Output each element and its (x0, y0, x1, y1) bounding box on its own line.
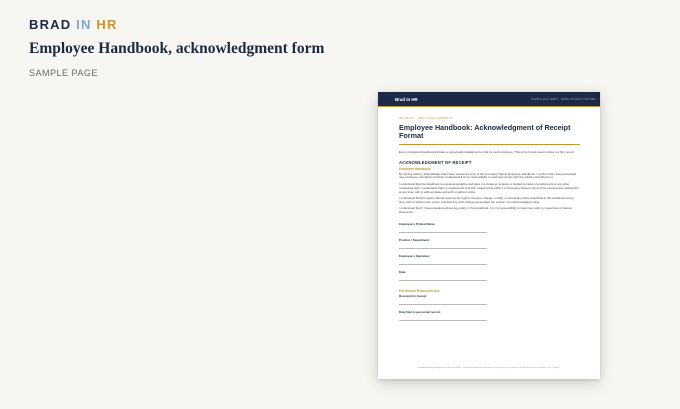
subsection-heading: Employee Handbook (399, 166, 431, 171)
field-label: Employee's Signature: (399, 254, 431, 259)
intro-paragraph: Every completed handbook includes a signed acknowledgment on file for each employee. This is the format used to show our firm record. (399, 149, 575, 154)
page-subtitle: SAMPLE PAGE (29, 68, 98, 78)
document-footer: Handbook Acknowledgment of Receipt Form · Sample template for illustration. Review by your counsel, advisor, and state law before use. | Page 1 (417, 367, 561, 369)
body-paragraph: I understand that the Handbook is a general guideline and does not create an express or implied contract of employment or any other contractual right. I understand that my employment is at will, meaning that either I or [Company Name] may end the employment relationship at any time, with or without cause and with or without notice. (399, 181, 579, 194)
brand-logo (29, 17, 118, 32)
hr-use-section (399, 289, 580, 321)
field-line (399, 248, 487, 249)
document-body (378, 107, 600, 321)
field-received-by (399, 294, 580, 305)
field-line (399, 280, 487, 281)
section-heading: ACKNOWLEDGMENT OF RECEIPT (399, 159, 472, 165)
document-logo: Brad In HR (395, 96, 418, 102)
document-header-tag: SAMPLE DOCUMENT · WORD PROJECT PREVIEW (531, 97, 596, 101)
field-line (399, 304, 487, 305)
document-header-bar (378, 92, 600, 107)
body-paragraph: I understand that if I have questions about any policy in the Handbook, it is my responsibility to raise them with my supervisor or Human Resources. (399, 206, 573, 214)
field-date-filed (399, 310, 580, 321)
field-label: Date filed in personnel record: (399, 310, 441, 315)
field-line (399, 232, 487, 233)
field-printed-name (399, 222, 580, 233)
brand-word-brad: BRAD (29, 17, 72, 32)
document-breadcrumb: HR READY · EMPLOYEE HANDBOOK (399, 117, 453, 120)
document-preview (378, 92, 600, 379)
field-label: Employee's Printed Name: (399, 221, 436, 226)
field-line (399, 320, 487, 321)
body-paragraph: I understand that [Company Name] reserves the right to interpret, change, modify, or cancel any policy described in this Handbook at any time, with or without prior notice, and that any such change supersedes the version I am acknowledging today. (399, 195, 575, 204)
field-label: Date: (399, 270, 407, 275)
page-title: Employee Handbook, acknowledgment form (29, 40, 325, 57)
brand-word-hr: HR (96, 17, 118, 32)
signature-fields (399, 222, 580, 281)
document-title: Employee Handbook: Acknowledgment of Receipt Format (399, 123, 571, 141)
title-divider (399, 144, 580, 145)
brand-word-in: IN (76, 17, 92, 32)
field-label: Position / Department: (399, 237, 430, 242)
field-position (399, 238, 580, 249)
field-signature (399, 254, 580, 265)
body-paragraph: By signing below, I acknowledge that I have received a copy of the [Company Name] Employee Handbook. I confirm that I have completed new employee orientation and that I understand it is my responsibility to read and comply with the policies described in it. (399, 171, 577, 180)
hr-section-heading: For Human Resources Use (399, 288, 440, 293)
field-label: Received by (name): (399, 294, 428, 299)
field-line (399, 264, 487, 265)
field-date (399, 270, 580, 281)
